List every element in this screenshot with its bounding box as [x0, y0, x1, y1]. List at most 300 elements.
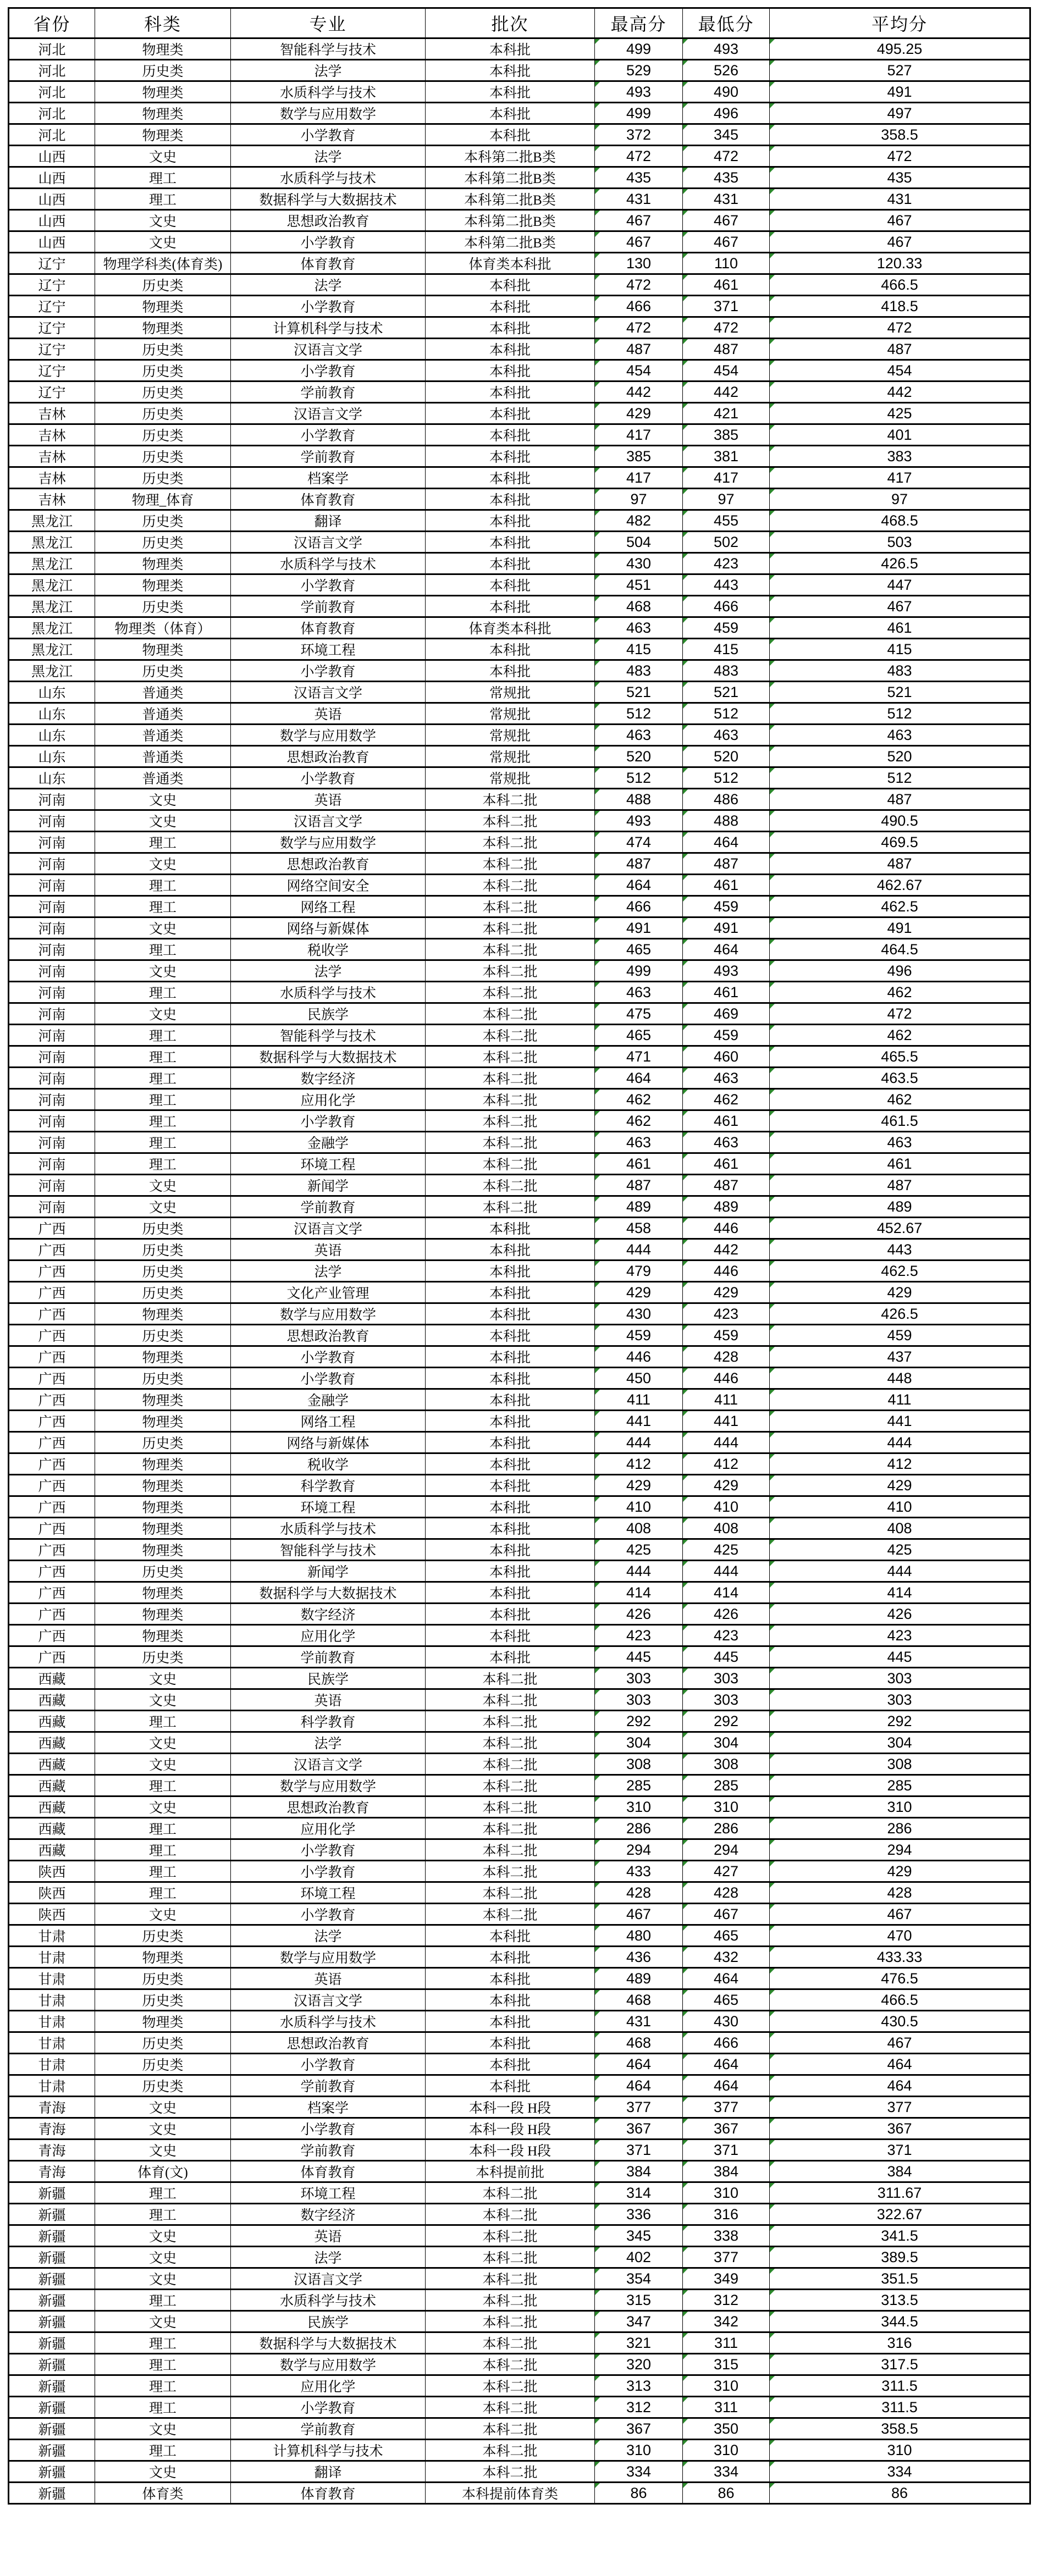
cell-text: 472 — [626, 319, 652, 336]
cell-min-score — [683, 1539, 770, 1561]
cell-max-score — [595, 1475, 683, 1496]
cell-min-score — [683, 2011, 770, 2032]
cell-max-score — [595, 317, 683, 339]
cell-avg-score — [770, 1604, 1030, 1625]
cell-province — [9, 2032, 95, 2054]
cell-avg-score — [770, 960, 1030, 982]
cell-category — [95, 1453, 231, 1475]
cell-major — [231, 2247, 426, 2268]
corner-triangle-icon — [595, 2440, 600, 2445]
cell-category — [95, 2375, 231, 2397]
cell-text: 辽宁 — [38, 386, 66, 401]
corner-triangle-icon — [683, 854, 688, 859]
table-row — [9, 1303, 1030, 1325]
cell-text: 河南 — [38, 1158, 66, 1173]
table-row — [9, 1325, 1030, 1346]
corner-triangle-icon — [770, 2419, 775, 2424]
cell-text: 应用化学 — [300, 2380, 356, 2395]
table-row — [9, 617, 1030, 639]
cell-text: 学前教育 — [300, 600, 356, 615]
cell-batch — [426, 725, 595, 746]
corner-triangle-icon — [683, 1647, 688, 1652]
cell-text: 本科批 — [489, 364, 531, 379]
corner-triangle-icon — [683, 489, 688, 494]
corner-triangle-icon — [770, 1583, 775, 1588]
cell-text: 西藏 — [38, 1801, 66, 1816]
cell-min-score — [683, 660, 770, 682]
corner-triangle-icon — [770, 1368, 775, 1373]
cell-max-score — [595, 982, 683, 1003]
cell-category — [95, 1904, 231, 1925]
cell-text: 本科批 — [489, 1565, 531, 1580]
cell-avg-score — [770, 832, 1030, 853]
cell-text: 418.5 — [881, 297, 918, 314]
table-row — [9, 1175, 1030, 1196]
table-row — [9, 960, 1030, 982]
cell-batch — [426, 1411, 595, 1432]
cell-text: 本科批 — [489, 643, 531, 658]
cell-text: 499 — [626, 40, 652, 57]
cell-text: 425 — [713, 1541, 739, 1558]
cell-text: 462 — [887, 983, 912, 1000]
table-row — [9, 1110, 1030, 1132]
cell-text: 432 — [713, 1948, 739, 1965]
cell-text: 377 — [887, 2098, 912, 2115]
cell-text: 体育(文) — [137, 2165, 188, 2180]
table-row — [9, 1625, 1030, 1646]
cell-text: 472 — [713, 147, 739, 164]
cell-text: 445 — [713, 1648, 739, 1665]
cell-major — [231, 639, 426, 660]
cell-text: 487 — [887, 1176, 912, 1193]
cell-text: 442 — [713, 1241, 739, 1258]
cell-batch — [426, 2011, 595, 2032]
cell-text: 物理类 — [142, 1951, 184, 1966]
cell-text: 467 — [887, 233, 912, 250]
corner-triangle-icon — [683, 2312, 688, 2317]
corner-triangle-icon — [770, 1904, 775, 1909]
table-row — [9, 1453, 1030, 1475]
cell-max-score — [595, 1711, 683, 1732]
cell-text: 512 — [887, 769, 912, 786]
cell-min-score — [683, 2375, 770, 2397]
cell-batch — [426, 1389, 595, 1411]
cell-province — [9, 1775, 95, 1796]
cell-text: 文史 — [148, 1179, 176, 1194]
cell-text: 425 — [626, 1541, 652, 1558]
cell-province — [9, 1089, 95, 1110]
cell-text: 469 — [713, 1005, 739, 1022]
cell-text: 数学与应用数学 — [279, 2358, 376, 2373]
corner-triangle-icon — [683, 704, 688, 709]
corner-triangle-icon — [683, 82, 688, 87]
cell-max-score — [595, 596, 683, 617]
cell-category — [95, 1539, 231, 1561]
cell-text: 463 — [887, 1134, 912, 1151]
corner-triangle-icon — [595, 661, 600, 666]
cell-text: 水质科学与技术 — [279, 86, 376, 101]
cell-text: 461 — [887, 619, 912, 636]
corner-triangle-icon — [683, 1154, 688, 1159]
corner-triangle-icon — [683, 125, 688, 130]
cell-min-score — [683, 510, 770, 532]
cell-category — [95, 2483, 231, 2504]
cell-text: 294 — [713, 1841, 739, 1858]
cell-text: 汉语言文学 — [293, 1758, 362, 1773]
cell-text: 文史 — [148, 1801, 176, 1816]
cell-text: 智能科学与技术 — [279, 1544, 376, 1558]
cell-text: 河南 — [38, 815, 66, 830]
cell-category — [95, 1582, 231, 1604]
cell-major — [231, 2440, 426, 2461]
cell-text: 本科二批 — [482, 2444, 538, 2459]
cell-major — [231, 231, 426, 253]
cell-text: 476.5 — [881, 1970, 918, 1987]
cell-text: 理工 — [148, 1136, 176, 1151]
corner-triangle-icon — [683, 768, 688, 773]
cell-text: 487 — [887, 340, 912, 357]
cell-text: 444 — [626, 1434, 652, 1451]
corner-triangle-icon — [770, 961, 775, 966]
cell-category — [95, 1496, 231, 1518]
cell-avg-score — [770, 1539, 1030, 1561]
cell-text: 历史类 — [142, 407, 184, 422]
table-row — [9, 1989, 1030, 2011]
corner-triangle-icon — [683, 1754, 688, 1759]
cell-text: 新疆 — [38, 2401, 66, 2416]
cell-category — [95, 2311, 231, 2332]
cell-text: 367 — [626, 2120, 652, 2137]
cell-text: 402 — [626, 2248, 652, 2265]
cell-province — [9, 1796, 95, 1818]
cell-province — [9, 2461, 95, 2483]
corner-triangle-icon — [595, 1004, 600, 1009]
cell-province — [9, 853, 95, 875]
cell-text: 本科二批 — [482, 1008, 538, 1022]
corner-triangle-icon — [683, 146, 688, 151]
cell-text: 本科二批 — [482, 879, 538, 894]
cell-text: 464 — [626, 1069, 652, 1086]
cell-batch — [426, 1518, 595, 1539]
cell-text: 445 — [626, 1648, 652, 1665]
corner-triangle-icon — [595, 554, 600, 559]
corner-triangle-icon — [683, 1283, 688, 1287]
corner-triangle-icon — [595, 1690, 600, 1695]
cell-avg-score — [770, 339, 1030, 360]
cell-text: 443 — [887, 1241, 912, 1258]
cell-text: 本科批 — [489, 1994, 531, 2009]
cell-major — [231, 1625, 426, 1646]
cell-major — [231, 939, 426, 960]
cell-batch — [426, 2440, 595, 2461]
cell-text: 313.5 — [881, 2291, 918, 2308]
cell-province — [9, 1882, 95, 1904]
cell-text: 383 — [887, 447, 912, 465]
corner-triangle-icon — [595, 2097, 600, 2102]
cell-avg-score — [770, 2225, 1030, 2247]
cell-min-score — [683, 2290, 770, 2311]
cell-text: 思想政治教育 — [286, 750, 369, 765]
corner-triangle-icon — [683, 1368, 688, 1373]
corner-triangle-icon — [595, 1647, 600, 1652]
cell-text: 学前教育 — [300, 450, 356, 465]
cell-text: 思想政治教育 — [286, 1801, 369, 1816]
cell-text: 新疆 — [38, 2251, 66, 2266]
cell-text: 本科二批 — [482, 2251, 538, 2266]
cell-max-score — [595, 2290, 683, 2311]
cell-category — [95, 1625, 231, 1646]
cell-text: 345 — [626, 2227, 652, 2244]
corner-triangle-icon — [595, 811, 600, 816]
cell-text: 465 — [713, 1927, 739, 1944]
corner-triangle-icon — [595, 275, 600, 280]
cell-min-score — [683, 703, 770, 725]
cell-avg-score — [770, 596, 1030, 617]
cell-major — [231, 1518, 426, 1539]
cell-batch — [426, 1432, 595, 1453]
cell-major — [231, 725, 426, 746]
cell-text: 物理类 — [142, 643, 184, 658]
corner-triangle-icon — [770, 382, 775, 387]
cell-text: 444 — [713, 1562, 739, 1579]
corner-triangle-icon — [683, 918, 688, 923]
cell-text: 水质科学与技术 — [279, 172, 376, 186]
cell-text: 文史 — [148, 2466, 176, 2480]
cell-avg-score — [770, 1110, 1030, 1132]
cell-category — [95, 2118, 231, 2140]
table-row — [9, 81, 1030, 103]
cell-major — [231, 767, 426, 789]
cell-province — [9, 1132, 95, 1153]
cell-text: 358.5 — [881, 126, 918, 143]
cell-province — [9, 60, 95, 81]
cell-min-score — [683, 682, 770, 703]
cell-major — [231, 467, 426, 489]
cell-text: 467 — [626, 233, 652, 250]
cell-text: 459 — [626, 1326, 652, 1344]
cell-text: 426 — [713, 1605, 739, 1622]
cell-text: 物理类 — [142, 1522, 184, 1537]
cell-category — [95, 960, 231, 982]
cell-text: 464 — [713, 1970, 739, 1987]
cell-category — [95, 103, 231, 124]
cell-text: 371 — [887, 2141, 912, 2158]
cell-text: 499 — [626, 962, 652, 979]
corner-triangle-icon — [770, 275, 775, 280]
table-row — [9, 510, 1030, 532]
cell-min-score — [683, 1411, 770, 1432]
table-row — [9, 789, 1030, 810]
cell-province — [9, 596, 95, 617]
cell-text: 467 — [887, 212, 912, 229]
cell-text: 本科二批 — [482, 815, 538, 830]
cell-category — [95, 1303, 231, 1325]
table-row — [9, 2461, 1030, 2483]
cell-max-score — [595, 1175, 683, 1196]
cell-text: 西藏 — [38, 1672, 66, 1687]
cell-province — [9, 424, 95, 446]
corner-triangle-icon — [683, 1197, 688, 1202]
cell-text: 税收学 — [307, 1458, 349, 1473]
cell-avg-score — [770, 1625, 1030, 1646]
cell-text: 网络与新媒体 — [286, 1436, 369, 1451]
corner-triangle-icon — [683, 511, 688, 516]
table-row — [9, 1604, 1030, 1625]
cell-min-score — [683, 1732, 770, 1754]
cell-min-score — [683, 1132, 770, 1153]
table-row — [9, 1475, 1030, 1496]
cell-text: 454 — [887, 362, 912, 379]
admission-score-table — [8, 7, 1031, 2505]
corner-triangle-icon — [683, 2376, 688, 2381]
cell-min-score — [683, 1089, 770, 1110]
corner-triangle-icon — [595, 1969, 600, 1974]
cell-text: 本科二批 — [482, 1737, 538, 1751]
cell-min-score — [683, 1110, 770, 1132]
cell-text: 312 — [713, 2291, 739, 2308]
cell-major — [231, 1582, 426, 1604]
cell-text: 理工 — [148, 2401, 176, 2416]
cell-text: 本科二批 — [482, 2466, 538, 2480]
cell-text: 本科批 — [489, 1629, 531, 1644]
corner-triangle-icon — [770, 39, 775, 44]
cell-min-score — [683, 1025, 770, 1046]
cell-batch — [426, 1453, 595, 1475]
table-row — [9, 1368, 1030, 1389]
corner-triangle-icon — [595, 2483, 600, 2488]
corner-triangle-icon — [770, 854, 775, 859]
cell-max-score — [595, 210, 683, 231]
cell-major — [231, 274, 426, 296]
corner-triangle-icon — [595, 1626, 600, 1630]
cell-max-score — [595, 1604, 683, 1625]
corner-triangle-icon — [683, 1969, 688, 1974]
cell-batch — [426, 596, 595, 617]
cell-avg-score — [770, 746, 1030, 767]
cell-major — [231, 2182, 426, 2204]
cell-text: 341.5 — [881, 2227, 918, 2244]
cell-batch — [426, 1711, 595, 1732]
cell-text: 417 — [887, 469, 912, 486]
cell-min-score — [683, 189, 770, 210]
cell-text: 物理类 — [142, 1351, 184, 1366]
cell-category — [95, 1025, 231, 1046]
cell-min-score — [683, 2354, 770, 2375]
cell-text: 464 — [626, 876, 652, 893]
cell-province — [9, 2011, 95, 2032]
cell-province — [9, 1432, 95, 1453]
cell-text: 491 — [713, 919, 739, 936]
cell-text: 黑龙江 — [31, 536, 73, 551]
cell-text: 本科批 — [489, 343, 531, 358]
cell-text: 甘肃 — [38, 1994, 66, 2009]
cell-category — [95, 2461, 231, 2483]
cell-category — [95, 189, 231, 210]
cell-text: 377 — [713, 2248, 739, 2265]
cell-text: 本科二批 — [482, 2273, 538, 2287]
cell-min-score — [683, 853, 770, 875]
cell-text: 本科二批 — [482, 1029, 538, 1044]
cell-text: 86 — [718, 2484, 735, 2501]
corner-triangle-icon — [770, 125, 775, 130]
corner-triangle-icon — [595, 1926, 600, 1931]
cell-province — [9, 1218, 95, 1239]
cell-text: 496 — [887, 962, 912, 979]
cell-avg-score — [770, 446, 1030, 467]
cell-text: 417 — [626, 469, 652, 486]
cell-category — [95, 896, 231, 917]
cell-max-score — [595, 875, 683, 896]
cell-text: 408 — [713, 1519, 739, 1536]
cell-min-score — [683, 789, 770, 810]
cell-text: 286 — [887, 1820, 912, 1837]
cell-major — [231, 296, 426, 317]
cell-min-score — [683, 274, 770, 296]
cell-text: 体育教育 — [300, 257, 356, 272]
cell-text: 物理类 — [142, 579, 184, 594]
cell-text: 464 — [713, 941, 739, 958]
cell-text: 甘肃 — [38, 2015, 66, 2030]
table-row — [9, 1582, 1030, 1604]
cell-text: 372 — [626, 126, 652, 143]
cell-text: 444 — [887, 1434, 912, 1451]
cell-text: 西藏 — [38, 1822, 66, 1837]
cell-category — [95, 2332, 231, 2354]
cell-batch — [426, 875, 595, 896]
cell-text: 河北 — [38, 129, 66, 143]
cell-avg-score — [770, 660, 1030, 682]
cell-text: 陕西 — [38, 1865, 66, 1880]
cell-text: 河南 — [38, 793, 66, 808]
cell-major — [231, 317, 426, 339]
cell-text: 理工 — [148, 2444, 176, 2459]
cell-text: 429 — [887, 1284, 912, 1301]
cell-text: 471 — [626, 1048, 652, 1065]
cell-max-score — [595, 832, 683, 853]
cell-avg-score — [770, 725, 1030, 746]
corner-triangle-icon — [683, 382, 688, 387]
cell-text: 英语 — [314, 707, 342, 722]
cell-max-score — [595, 639, 683, 660]
corner-triangle-icon — [595, 1390, 600, 1395]
table-row — [9, 2247, 1030, 2268]
cell-text: 小学教育 — [300, 129, 356, 143]
cell-text: 本科批 — [489, 2058, 531, 2073]
corner-triangle-icon — [683, 1711, 688, 1716]
cell-province — [9, 639, 95, 660]
cell-max-score — [595, 1818, 683, 1839]
corner-triangle-icon — [683, 2290, 688, 2295]
cell-text: 物理学科类(体育类) — [103, 257, 223, 272]
cell-text: 广西 — [38, 1372, 66, 1387]
cell-text: 新疆 — [38, 2273, 66, 2287]
cell-text: 本科二批 — [482, 836, 538, 851]
cell-category — [95, 382, 231, 403]
cell-text: 历史类 — [142, 364, 184, 379]
cell-text: 412 — [626, 1455, 652, 1472]
cell-text: 英语 — [314, 1243, 342, 1258]
cell-text: 367 — [887, 2120, 912, 2137]
cell-text: 512 — [626, 705, 652, 722]
cell-max-score — [595, 574, 683, 596]
cell-province — [9, 403, 95, 424]
corner-triangle-icon — [683, 2483, 688, 2488]
cell-text: 本科二批 — [482, 1822, 538, 1837]
cell-province — [9, 982, 95, 1003]
cell-avg-score — [770, 1196, 1030, 1218]
corner-triangle-icon — [770, 939, 775, 944]
cell-text: 体育教育 — [300, 2487, 356, 2502]
